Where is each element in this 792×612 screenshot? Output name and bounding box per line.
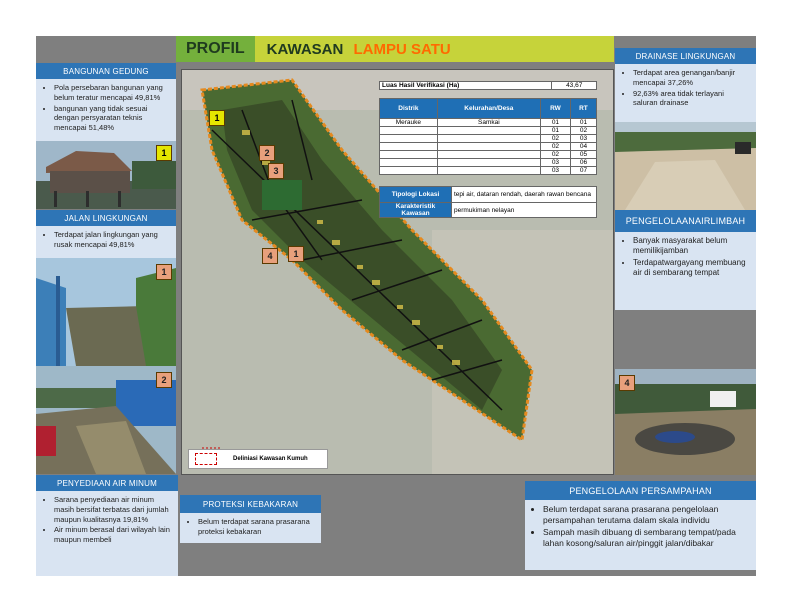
limbah-item: • Banyak masyarakat belum memilikijamban <box>633 236 750 257</box>
table-row <box>380 135 597 143</box>
air-minum-item: • Sarana penyediaan air minum masih bersifat terbatas dari jumlah maupun kualitasnya 19,81% <box>54 495 172 524</box>
rt-cell: 05 <box>570 151 596 159</box>
sampah-panel <box>525 500 756 570</box>
page-title <box>267 41 451 58</box>
bangunan-item: • Pola persebaran bangunan yang belum teratur mencapai 49,81% <box>54 83 170 103</box>
photo-badge: 1 <box>156 145 172 161</box>
sampah-photo <box>615 369 756 475</box>
map-marker: 2 <box>259 145 275 161</box>
drainase-title: DRAINASE LINGKUNGAN <box>615 48 756 64</box>
kelurahan-cell: Samkai <box>437 119 540 127</box>
drainase-photo <box>615 122 756 210</box>
rw-cell: 02 <box>540 135 570 143</box>
col-distrik: Distrik <box>380 99 438 119</box>
table-row <box>380 159 597 167</box>
jalan-photo-2 <box>36 366 176 474</box>
tipologi-table <box>379 186 597 218</box>
map-legend <box>188 449 328 469</box>
bangunan-panel <box>36 79 176 141</box>
jalan-item: • Terdapat jalan lingkungan yang rusak mencapai 49,81% <box>54 230 170 250</box>
sampah-title: PENGELOLAAN PERSAMPAHAN <box>525 481 756 500</box>
drainase-item: • Terdapat area genangan/banjir mencapai 37,26% <box>633 68 750 88</box>
rt-cell: 02 <box>570 127 596 135</box>
distrik-cell: Merauke <box>380 119 438 127</box>
drainase-item: • 92,63% area tidak terlayani saluran drainase <box>633 89 750 109</box>
map-marker: 4 <box>262 248 278 264</box>
col-rw: RW <box>540 99 570 119</box>
photo-badge: 4 <box>619 375 635 391</box>
table-row <box>380 119 597 127</box>
map-marker: 1 <box>288 246 304 262</box>
luas-label: Luas Hasil Verifikasi (Ha) <box>380 82 552 90</box>
sampah-item: • Sampah masih dibuang di sembarang tempat/pada lahan kosong/saluran air/pinggit jalan/dibakar <box>543 527 750 549</box>
luas-table <box>379 81 597 90</box>
limbah-title: PENGELOLAANAIRLIMBAH <box>615 210 756 232</box>
title-bar <box>176 36 614 62</box>
table-row <box>380 151 597 159</box>
title-profil: PROFIL <box>176 36 255 62</box>
rw-cell: 03 <box>540 159 570 167</box>
rt-cell: 03 <box>570 135 596 143</box>
jalan-photo-1 <box>36 258 176 366</box>
limbah-item: • Terdapatwargayang membuang air di sembarang tempat <box>633 258 750 279</box>
map-marker: 1 <box>209 110 225 126</box>
bangunan-title: BANGUNAN GEDUNG <box>36 63 176 79</box>
title-accent: LAMPU SATU <box>353 40 451 58</box>
air-minum-panel <box>36 491 178 576</box>
site-map <box>181 69 614 475</box>
jalan-panel <box>36 226 176 258</box>
photo-badge: 2 <box>156 372 172 388</box>
rt-cell: 07 <box>570 167 596 175</box>
wilayah-table <box>379 98 597 175</box>
karakteristik-value: permukiman nelayan <box>452 203 597 218</box>
col-rt: RT <box>570 99 596 119</box>
map-marker: 3 <box>268 163 284 179</box>
table-row <box>380 127 597 135</box>
table-row <box>380 143 597 151</box>
title-main: KAWASAN <box>266 40 344 58</box>
rt-cell: 04 <box>570 143 596 151</box>
karakteristik-label: Karakteristik Kawasan <box>380 203 452 218</box>
rt-cell: 06 <box>570 159 596 167</box>
bangunan-item: • bangunan yang tidak sesuai dengan persyaratan teknis mencapai 51,48% <box>54 104 170 133</box>
tipologi-label: Tipologi Lokasi <box>380 187 452 203</box>
rw-cell: 01 <box>540 119 570 127</box>
limbah-panel <box>615 232 756 310</box>
jalan-title: JALAN LINGKUNGAN <box>36 210 176 226</box>
luas-value: 43,67 <box>552 82 597 90</box>
legend-label: Deliniasi Kawasan Kumuh <box>233 456 308 462</box>
rw-cell: 01 <box>540 127 570 135</box>
rw-cell: 02 <box>540 151 570 159</box>
sampah-item: • Belum terdapat sarana prasarana pengelolaan persampahan terutama dalam skala individu <box>543 504 750 526</box>
kebakaran-title: PROTEKSI KEBAKARAN <box>180 495 321 513</box>
tipologi-value: tepi air, dataran rendah, daerah rawan bencana <box>452 187 597 203</box>
legend-swatch <box>195 453 217 465</box>
rw-cell: 03 <box>540 167 570 175</box>
table-row <box>380 167 597 175</box>
air-minum-title: PENYEDIAAN AIR MINUM <box>36 475 178 491</box>
col-kelurahan: Kelurahan/Desa <box>437 99 540 119</box>
rw-cell: 02 <box>540 143 570 151</box>
rt-cell: 01 <box>570 119 596 127</box>
air-minum-item: • Air minum berasal dari wilayah lain maupun membeli <box>54 525 172 545</box>
drainase-panel <box>615 64 756 122</box>
kebakaran-item: • Belum terdapat sarana prasarana proteksi kebakaran <box>198 517 315 537</box>
kebakaran-panel <box>180 513 321 543</box>
photo-badge: 1 <box>156 264 172 280</box>
bangunan-photo <box>36 141 176 209</box>
